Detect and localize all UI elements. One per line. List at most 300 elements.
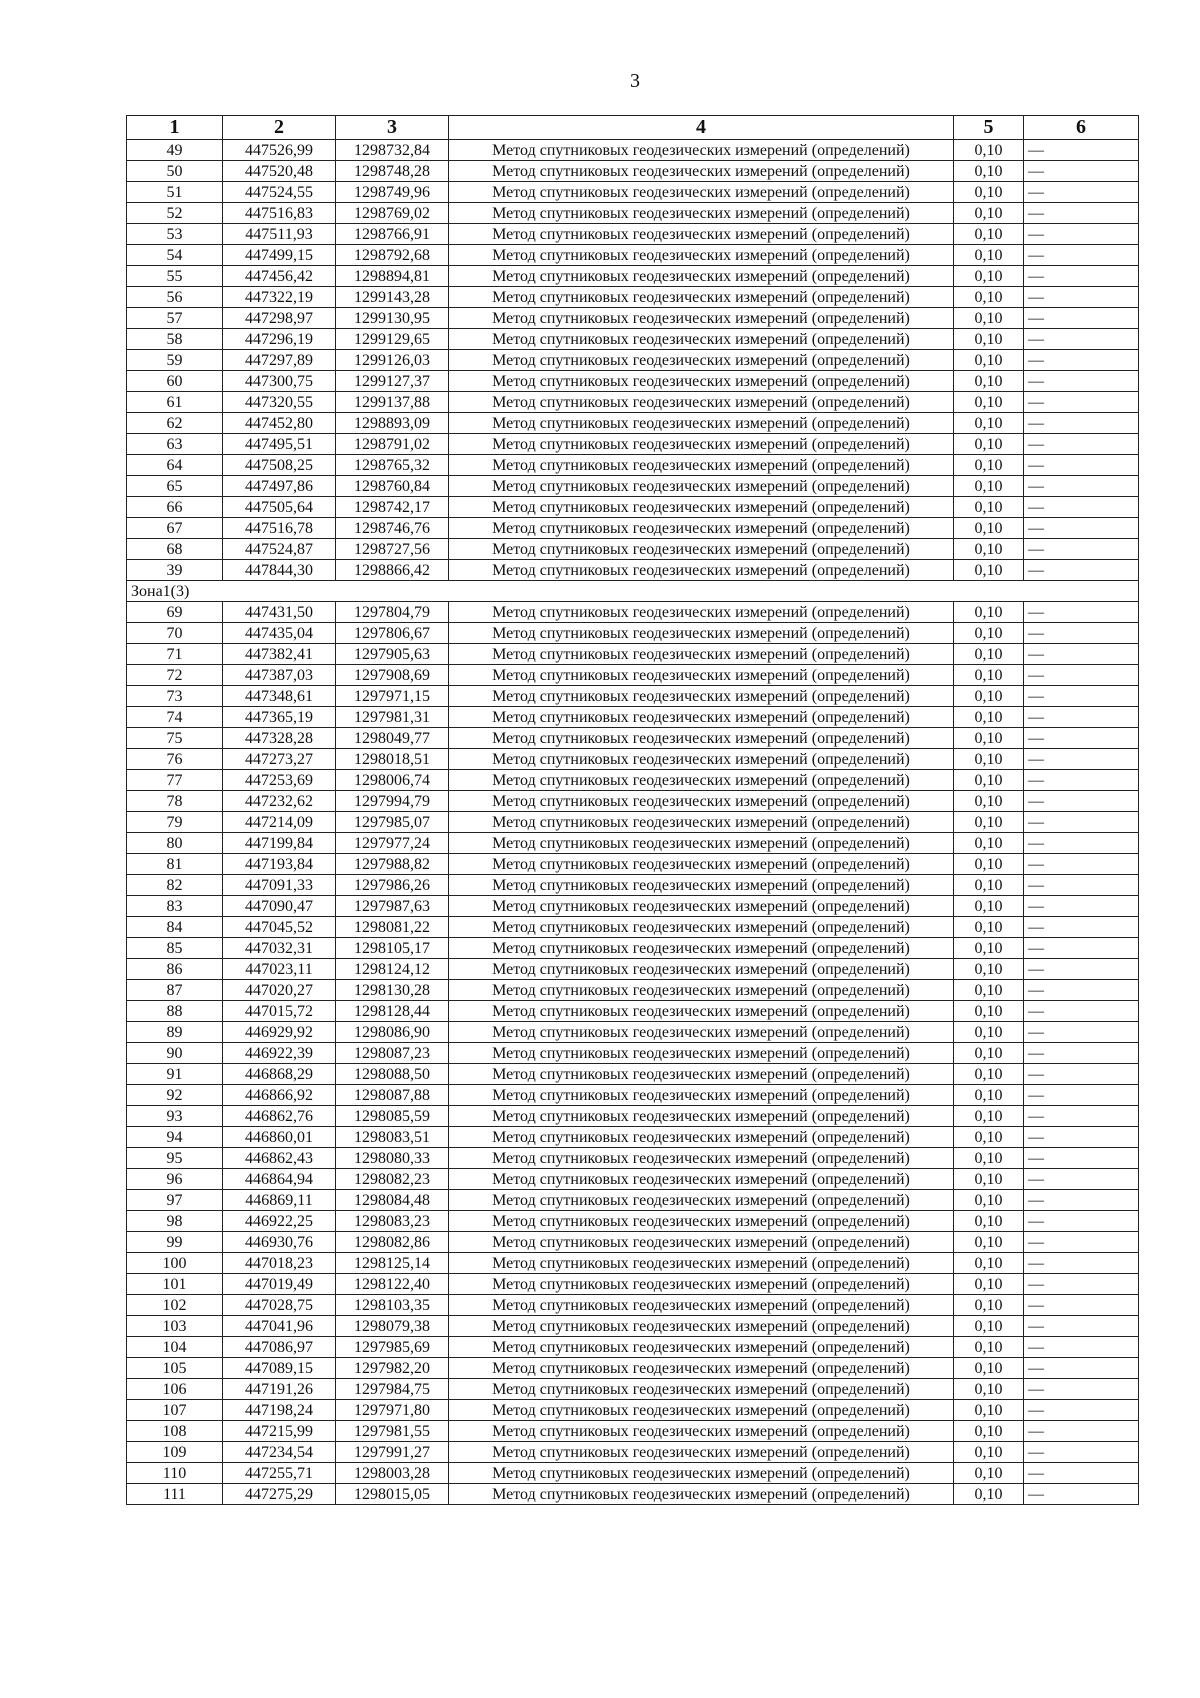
x-coordinate: 447198,24	[223, 1400, 336, 1421]
point-number: 79	[127, 812, 223, 833]
x-coordinate: 447214,09	[223, 812, 336, 833]
accuracy-cell: 0,10	[954, 266, 1024, 287]
point-number: 100	[127, 1253, 223, 1274]
x-coordinate: 446866,92	[223, 1085, 336, 1106]
notes-cell: —	[1024, 665, 1139, 686]
y-coordinate: 1298082,86	[336, 1232, 449, 1253]
accuracy-cell: 0,10	[954, 1316, 1024, 1337]
y-coordinate: 1298015,05	[336, 1484, 449, 1505]
notes-cell: —	[1024, 980, 1139, 1001]
accuracy-cell: 0,10	[954, 392, 1024, 413]
notes-cell: —	[1024, 623, 1139, 644]
accuracy-cell: 0,10	[954, 854, 1024, 875]
notes-cell: —	[1024, 1043, 1139, 1064]
accuracy-cell: 0,10	[954, 1358, 1024, 1379]
x-coordinate: 447089,15	[223, 1358, 336, 1379]
accuracy-cell: 0,10	[954, 1085, 1024, 1106]
y-coordinate: 1298748,28	[336, 161, 449, 182]
method-cell: Метод спутниковых геодезических измерений (определений)	[449, 644, 954, 665]
point-number: 83	[127, 896, 223, 917]
x-coordinate: 447328,28	[223, 728, 336, 749]
section-1-rows	[127, 140, 1139, 581]
x-coordinate: 447320,55	[223, 392, 336, 413]
point-number: 64	[127, 455, 223, 476]
method-cell: Метод спутниковых геодезических измерений (определений)	[449, 455, 954, 476]
notes-cell: —	[1024, 329, 1139, 350]
table-row	[127, 1106, 1139, 1127]
x-coordinate: 446929,92	[223, 1022, 336, 1043]
notes-cell: —	[1024, 497, 1139, 518]
notes-cell: —	[1024, 875, 1139, 896]
y-coordinate: 1297991,27	[336, 1442, 449, 1463]
header-col-5: 5	[954, 116, 1024, 140]
notes-cell: —	[1024, 413, 1139, 434]
table-row	[127, 686, 1139, 707]
y-coordinate: 1298765,32	[336, 455, 449, 476]
y-coordinate: 1297981,31	[336, 707, 449, 728]
method-cell: Метод спутниковых геодезических измерений (определений)	[449, 1442, 954, 1463]
table-row	[127, 623, 1139, 644]
table-row	[127, 1316, 1139, 1337]
accuracy-cell: 0,10	[954, 1274, 1024, 1295]
accuracy-cell: 0,10	[954, 245, 1024, 266]
table-row	[127, 749, 1139, 770]
accuracy-cell: 0,10	[954, 1484, 1024, 1505]
accuracy-cell: 0,10	[954, 1253, 1024, 1274]
notes-cell: —	[1024, 1022, 1139, 1043]
notes-cell: —	[1024, 1064, 1139, 1085]
table-row	[127, 665, 1139, 686]
accuracy-cell: 0,10	[954, 938, 1024, 959]
notes-cell: —	[1024, 1085, 1139, 1106]
table-row	[127, 959, 1139, 980]
accuracy-cell: 0,10	[954, 560, 1024, 581]
method-cell: Метод спутниковых геодезических измерений (определений)	[449, 791, 954, 812]
notes-cell: —	[1024, 539, 1139, 560]
y-coordinate: 1298003,28	[336, 1463, 449, 1484]
point-number: 94	[127, 1127, 223, 1148]
table-row	[127, 1127, 1139, 1148]
y-coordinate: 1298083,51	[336, 1127, 449, 1148]
point-number: 75	[127, 728, 223, 749]
accuracy-cell: 0,10	[954, 980, 1024, 1001]
point-number: 39	[127, 560, 223, 581]
table-row	[127, 1064, 1139, 1085]
table-row	[127, 791, 1139, 812]
x-coordinate: 446868,29	[223, 1064, 336, 1085]
method-cell: Метод спутниковых геодезических измерений (определений)	[449, 413, 954, 434]
method-cell: Метод спутниковых геодезических измерений (определений)	[449, 1064, 954, 1085]
point-number: 88	[127, 1001, 223, 1022]
point-number: 81	[127, 854, 223, 875]
table-row	[127, 245, 1139, 266]
accuracy-cell: 0,10	[954, 1148, 1024, 1169]
point-number: 74	[127, 707, 223, 728]
accuracy-cell: 0,10	[954, 1211, 1024, 1232]
y-coordinate: 1297908,69	[336, 665, 449, 686]
accuracy-cell: 0,10	[954, 1337, 1024, 1358]
notes-cell: —	[1024, 224, 1139, 245]
point-number: 70	[127, 623, 223, 644]
method-cell: Метод спутниковых геодезических измерений (определений)	[449, 161, 954, 182]
table-row	[127, 1232, 1139, 1253]
notes-cell: —	[1024, 371, 1139, 392]
method-cell: Метод спутниковых геодезических измерений (определений)	[449, 770, 954, 791]
accuracy-cell: 0,10	[954, 203, 1024, 224]
y-coordinate: 1299143,28	[336, 287, 449, 308]
notes-cell: —	[1024, 1484, 1139, 1505]
x-coordinate: 446869,11	[223, 1190, 336, 1211]
y-coordinate: 1297988,82	[336, 854, 449, 875]
y-coordinate: 1297982,20	[336, 1358, 449, 1379]
accuracy-cell: 0,10	[954, 518, 1024, 539]
point-number: 103	[127, 1316, 223, 1337]
x-coordinate: 447524,55	[223, 182, 336, 203]
method-cell: Метод спутниковых геодезических измерений (определений)	[449, 1421, 954, 1442]
x-coordinate: 446922,25	[223, 1211, 336, 1232]
x-coordinate: 447526,99	[223, 140, 336, 161]
accuracy-cell: 0,10	[954, 1232, 1024, 1253]
point-number: 73	[127, 686, 223, 707]
method-cell: Метод спутниковых геодезических измерений (определений)	[449, 308, 954, 329]
method-cell: Метод спутниковых геодезических измерений (определений)	[449, 875, 954, 896]
point-number: 109	[127, 1442, 223, 1463]
x-coordinate: 447298,97	[223, 308, 336, 329]
method-cell: Метод спутниковых геодезических измерений (определений)	[449, 1190, 954, 1211]
zone-label: Зона1(3)	[127, 581, 1139, 602]
notes-cell: —	[1024, 728, 1139, 749]
y-coordinate: 1298088,50	[336, 1064, 449, 1085]
table-row	[127, 161, 1139, 182]
table-row	[127, 854, 1139, 875]
x-coordinate: 447505,64	[223, 497, 336, 518]
accuracy-cell: 0,10	[954, 1064, 1024, 1085]
point-number: 71	[127, 644, 223, 665]
x-coordinate: 447275,29	[223, 1484, 336, 1505]
accuracy-cell: 0,10	[954, 1190, 1024, 1211]
notes-cell: —	[1024, 749, 1139, 770]
method-cell: Метод спутниковых геодезических измерений (определений)	[449, 1295, 954, 1316]
y-coordinate: 1298084,48	[336, 1190, 449, 1211]
accuracy-cell: 0,10	[954, 833, 1024, 854]
notes-cell: —	[1024, 1274, 1139, 1295]
notes-cell: —	[1024, 1127, 1139, 1148]
table-row	[127, 371, 1139, 392]
method-cell: Метод спутниковых геодезических измерений (определений)	[449, 1316, 954, 1337]
x-coordinate: 447045,52	[223, 917, 336, 938]
y-coordinate: 1298087,88	[336, 1085, 449, 1106]
point-number: 89	[127, 1022, 223, 1043]
table-row	[127, 1400, 1139, 1421]
y-coordinate: 1297994,79	[336, 791, 449, 812]
x-coordinate: 447452,80	[223, 413, 336, 434]
y-coordinate: 1298769,02	[336, 203, 449, 224]
method-cell: Метод спутниковых геодезических измерений (определений)	[449, 1043, 954, 1064]
notes-cell: —	[1024, 1358, 1139, 1379]
point-number: 97	[127, 1190, 223, 1211]
x-coordinate: 447215,99	[223, 1421, 336, 1442]
table-row	[127, 224, 1139, 245]
notes-cell: —	[1024, 833, 1139, 854]
x-coordinate: 447382,41	[223, 644, 336, 665]
header-col-6: 6	[1024, 116, 1139, 140]
method-cell: Метод спутниковых геодезических измерений (определений)	[449, 329, 954, 350]
method-cell: Метод спутниковых геодезических измерений (определений)	[449, 1274, 954, 1295]
notes-cell: —	[1024, 1001, 1139, 1022]
point-number: 108	[127, 1421, 223, 1442]
table-row	[127, 1337, 1139, 1358]
y-coordinate: 1297984,75	[336, 1379, 449, 1400]
table-row	[127, 392, 1139, 413]
x-coordinate: 446864,94	[223, 1169, 336, 1190]
y-coordinate: 1297987,63	[336, 896, 449, 917]
y-coordinate: 1298049,77	[336, 728, 449, 749]
method-cell: Метод спутниковых геодезических измерений (определений)	[449, 371, 954, 392]
x-coordinate: 447456,42	[223, 266, 336, 287]
notes-cell: —	[1024, 434, 1139, 455]
header-row	[127, 116, 1139, 140]
y-coordinate: 1298083,23	[336, 1211, 449, 1232]
accuracy-cell: 0,10	[954, 1295, 1024, 1316]
notes-cell: —	[1024, 896, 1139, 917]
y-coordinate: 1299126,03	[336, 350, 449, 371]
notes-cell: —	[1024, 959, 1139, 980]
method-cell: Метод спутниковых геодезических измерений (определений)	[449, 539, 954, 560]
x-coordinate: 447255,71	[223, 1463, 336, 1484]
y-coordinate: 1298103,35	[336, 1295, 449, 1316]
x-coordinate: 447297,89	[223, 350, 336, 371]
y-coordinate: 1297804,79	[336, 602, 449, 623]
table-row	[127, 1274, 1139, 1295]
method-cell: Метод спутниковых геодезических измерений (определений)	[449, 1253, 954, 1274]
accuracy-cell: 0,10	[954, 308, 1024, 329]
point-number: 98	[127, 1211, 223, 1232]
point-number: 55	[127, 266, 223, 287]
method-cell: Метод спутниковых геодезических измерений (определений)	[449, 203, 954, 224]
point-number: 77	[127, 770, 223, 791]
point-number: 51	[127, 182, 223, 203]
notes-cell: —	[1024, 245, 1139, 266]
x-coordinate: 447322,19	[223, 287, 336, 308]
y-coordinate: 1298124,12	[336, 959, 449, 980]
x-coordinate: 446862,43	[223, 1148, 336, 1169]
point-number: 86	[127, 959, 223, 980]
y-coordinate: 1297986,26	[336, 875, 449, 896]
x-coordinate: 447520,48	[223, 161, 336, 182]
notes-cell: —	[1024, 602, 1139, 623]
table-row	[127, 1148, 1139, 1169]
y-coordinate: 1299130,95	[336, 308, 449, 329]
method-cell: Метод спутниковых геодезических измерений (определений)	[449, 917, 954, 938]
table-row	[127, 1190, 1139, 1211]
notes-cell: —	[1024, 308, 1139, 329]
y-coordinate: 1298079,38	[336, 1316, 449, 1337]
notes-cell: —	[1024, 1421, 1139, 1442]
method-cell: Метод спутниковых геодезических измерений (определений)	[449, 833, 954, 854]
table-row	[127, 350, 1139, 371]
table-row	[127, 728, 1139, 749]
method-cell: Метод спутниковых геодезических измерений (определений)	[449, 560, 954, 581]
accuracy-cell: 0,10	[954, 602, 1024, 623]
notes-cell: —	[1024, 266, 1139, 287]
x-coordinate: 447511,93	[223, 224, 336, 245]
y-coordinate: 1298080,33	[336, 1148, 449, 1169]
method-cell: Метод спутниковых геодезических измерений (определений)	[449, 1001, 954, 1022]
method-cell: Метод спутниковых геодезических измерений (определений)	[449, 623, 954, 644]
coordinates-table	[126, 115, 1139, 1505]
y-coordinate: 1298105,17	[336, 938, 449, 959]
y-coordinate: 1298760,84	[336, 476, 449, 497]
x-coordinate: 447844,30	[223, 560, 336, 581]
accuracy-cell: 0,10	[954, 1106, 1024, 1127]
x-coordinate: 447041,96	[223, 1316, 336, 1337]
method-cell: Метод спутниковых геодезических измерений (определений)	[449, 812, 954, 833]
point-number: 56	[127, 287, 223, 308]
method-cell: Метод спутниковых геодезических измерений (определений)	[449, 1085, 954, 1106]
x-coordinate: 446860,01	[223, 1127, 336, 1148]
y-coordinate: 1298893,09	[336, 413, 449, 434]
method-cell: Метод спутниковых геодезических измерений (определений)	[449, 392, 954, 413]
x-coordinate: 447348,61	[223, 686, 336, 707]
notes-cell: —	[1024, 518, 1139, 539]
y-coordinate: 1297905,63	[336, 644, 449, 665]
accuracy-cell: 0,10	[954, 371, 1024, 392]
notes-cell: —	[1024, 1442, 1139, 1463]
table-row	[127, 770, 1139, 791]
table-row	[127, 434, 1139, 455]
x-coordinate: 447497,86	[223, 476, 336, 497]
x-coordinate: 447018,23	[223, 1253, 336, 1274]
table-row	[127, 1379, 1139, 1400]
x-coordinate: 447516,83	[223, 203, 336, 224]
accuracy-cell: 0,10	[954, 161, 1024, 182]
x-coordinate: 447365,19	[223, 707, 336, 728]
point-number: 61	[127, 392, 223, 413]
point-number: 63	[127, 434, 223, 455]
method-cell: Метод спутниковых геодезических измерений (определений)	[449, 980, 954, 1001]
table-row	[127, 539, 1139, 560]
y-coordinate: 1299137,88	[336, 392, 449, 413]
accuracy-cell: 0,10	[954, 224, 1024, 245]
accuracy-cell: 0,10	[954, 1022, 1024, 1043]
method-cell: Метод спутниковых геодезических измерений (определений)	[449, 1169, 954, 1190]
method-cell: Метод спутниковых геодезических измерений (определений)	[449, 245, 954, 266]
accuracy-cell: 0,10	[954, 749, 1024, 770]
point-number: 67	[127, 518, 223, 539]
point-number: 90	[127, 1043, 223, 1064]
x-coordinate: 446922,39	[223, 1043, 336, 1064]
notes-cell: —	[1024, 854, 1139, 875]
point-number: 82	[127, 875, 223, 896]
point-number: 58	[127, 329, 223, 350]
accuracy-cell: 0,10	[954, 959, 1024, 980]
method-cell: Метод спутниковых геодезических измерений (определений)	[449, 686, 954, 707]
method-cell: Метод спутниковых геодезических измерений (определений)	[449, 266, 954, 287]
point-number: 78	[127, 791, 223, 812]
point-number: 101	[127, 1274, 223, 1295]
point-number: 105	[127, 1358, 223, 1379]
method-cell: Метод спутниковых геодезических измерений (определений)	[449, 1358, 954, 1379]
x-coordinate: 447028,75	[223, 1295, 336, 1316]
accuracy-cell: 0,10	[954, 1400, 1024, 1421]
x-coordinate: 447019,49	[223, 1274, 336, 1295]
method-cell: Метод спутниковых геодезических измерений (определений)	[449, 476, 954, 497]
x-coordinate: 447253,69	[223, 770, 336, 791]
y-coordinate: 1298128,44	[336, 1001, 449, 1022]
table-row	[127, 1001, 1139, 1022]
table-row	[127, 497, 1139, 518]
notes-cell: —	[1024, 1169, 1139, 1190]
table-row	[127, 833, 1139, 854]
notes-cell: —	[1024, 476, 1139, 497]
y-coordinate: 1298081,22	[336, 917, 449, 938]
y-coordinate: 1297985,69	[336, 1337, 449, 1358]
accuracy-cell: 0,10	[954, 623, 1024, 644]
x-coordinate: 447193,84	[223, 854, 336, 875]
point-number: 84	[127, 917, 223, 938]
accuracy-cell: 0,10	[954, 455, 1024, 476]
accuracy-cell: 0,10	[954, 287, 1024, 308]
accuracy-cell: 0,10	[954, 812, 1024, 833]
table-row	[127, 329, 1139, 350]
accuracy-cell: 0,10	[954, 413, 1024, 434]
notes-cell: —	[1024, 1232, 1139, 1253]
y-coordinate: 1298727,56	[336, 539, 449, 560]
method-cell: Метод спутниковых геодезических измерений (определений)	[449, 1127, 954, 1148]
method-cell: Метод спутниковых геодезических измерений (определений)	[449, 350, 954, 371]
header-col-2: 2	[223, 116, 336, 140]
x-coordinate: 447508,25	[223, 455, 336, 476]
notes-cell: —	[1024, 287, 1139, 308]
method-cell: Метод спутниковых геодезических измерений (определений)	[449, 959, 954, 980]
accuracy-cell: 0,10	[954, 917, 1024, 938]
y-coordinate: 1298732,84	[336, 140, 449, 161]
y-coordinate: 1298791,02	[336, 434, 449, 455]
table-row	[127, 707, 1139, 728]
accuracy-cell: 0,10	[954, 1463, 1024, 1484]
point-number: 91	[127, 1064, 223, 1085]
point-number: 59	[127, 350, 223, 371]
point-number: 53	[127, 224, 223, 245]
point-number: 62	[127, 413, 223, 434]
point-number: 85	[127, 938, 223, 959]
y-coordinate: 1297971,15	[336, 686, 449, 707]
y-coordinate: 1298085,59	[336, 1106, 449, 1127]
x-coordinate: 447032,31	[223, 938, 336, 959]
notes-cell: —	[1024, 560, 1139, 581]
table-row	[127, 1085, 1139, 1106]
y-coordinate: 1298122,40	[336, 1274, 449, 1295]
notes-cell: —	[1024, 1211, 1139, 1232]
method-cell: Метод спутниковых геодезических измерений (определений)	[449, 1463, 954, 1484]
method-cell: Метод спутниковых геодезических измерений (определений)	[449, 665, 954, 686]
point-number: 110	[127, 1463, 223, 1484]
point-number: 50	[127, 161, 223, 182]
point-number: 92	[127, 1085, 223, 1106]
notes-cell: —	[1024, 644, 1139, 665]
accuracy-cell: 0,10	[954, 476, 1024, 497]
accuracy-cell: 0,10	[954, 686, 1024, 707]
x-coordinate: 447090,47	[223, 896, 336, 917]
point-number: 87	[127, 980, 223, 1001]
table-row	[127, 1421, 1139, 1442]
y-coordinate: 1298082,23	[336, 1169, 449, 1190]
accuracy-cell: 0,10	[954, 140, 1024, 161]
accuracy-cell: 0,10	[954, 1043, 1024, 1064]
x-coordinate: 447387,03	[223, 665, 336, 686]
y-coordinate: 1298894,81	[336, 266, 449, 287]
table-row	[127, 1043, 1139, 1064]
